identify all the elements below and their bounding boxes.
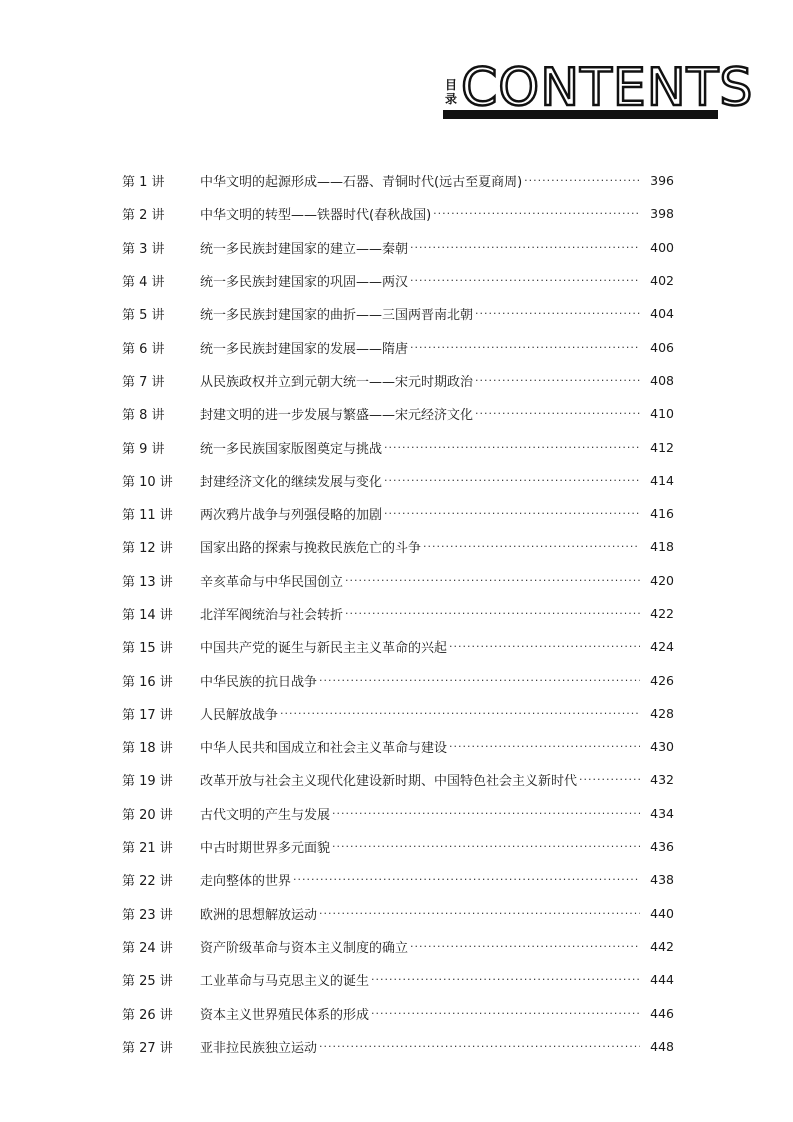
toc-dot-leader	[319, 674, 640, 687]
toc-title: 辛亥革命与中华民国创立	[200, 574, 344, 590]
toc-dot-leader	[475, 374, 640, 387]
toc-dot-leader	[293, 873, 640, 886]
toc-title: 封建文明的进一步发展与繁盛——宋元经济文化	[200, 408, 474, 424]
toc-dot-leader	[410, 241, 640, 254]
toc-entry[interactable]	[122, 963, 674, 996]
toc-lecture-number: 第 1 讲	[122, 175, 165, 191]
toc-page-number: 406	[650, 339, 674, 355]
toc-title: 改革开放与社会主义现代化建设新时期、中国特色社会主义新时代	[200, 774, 578, 790]
toc-entry[interactable]	[122, 264, 674, 297]
toc-lecture-number: 第 5 讲	[122, 308, 165, 324]
toc-dot-leader	[410, 940, 640, 953]
toc-lecture-number: 第 16 讲	[122, 674, 173, 690]
toc-lecture-number: 第 15 讲	[122, 641, 173, 657]
toc-lecture-number: 第 23 讲	[122, 907, 173, 923]
toc-entry[interactable]	[122, 530, 674, 563]
toc-lecture-number: 第 20 讲	[122, 807, 173, 823]
toc-page-number: 400	[650, 239, 674, 255]
toc-lecture-number: 第 8 讲	[122, 408, 165, 424]
toc-lecture-number: 第 2 讲	[122, 208, 165, 224]
toc-page-number: 442	[650, 938, 674, 954]
toc-entry[interactable]	[122, 830, 674, 863]
toc-title: 资本主义世界殖民体系的形成	[200, 1007, 370, 1023]
toc-page-number: 432	[650, 772, 674, 788]
toc-lecture-number: 第 12 讲	[122, 541, 173, 557]
toc-page-number: 422	[650, 606, 674, 621]
toc-page-number: 412	[650, 439, 674, 455]
toc-dot-leader	[410, 274, 640, 287]
toc-title: 走向整体的世界	[200, 874, 292, 890]
logo-contents-word: CONTENTS	[461, 58, 754, 118]
toc-title: 欧洲的思想解放运动	[200, 907, 318, 923]
table-of-contents	[122, 164, 674, 1063]
toc-entry[interactable]	[122, 930, 674, 963]
toc-dot-leader	[345, 607, 640, 620]
toc-entry[interactable]	[122, 797, 674, 830]
toc-page-number: 430	[650, 739, 674, 755]
logo-cn-char: 录	[444, 92, 457, 106]
toc-page-number: 408	[650, 372, 674, 388]
toc-page-number: 426	[650, 672, 674, 688]
toc-title: 中国共产党的诞生与新民主主义革命的兴起	[200, 641, 448, 657]
toc-entry[interactable]	[122, 430, 674, 463]
toc-lecture-number: 第 26 讲	[122, 1007, 173, 1023]
toc-entry[interactable]	[122, 330, 674, 363]
toc-page-number: 448	[650, 1038, 674, 1054]
toc-lecture-number: 第 3 讲	[122, 241, 165, 257]
toc-lecture-number: 第 19 讲	[122, 774, 173, 790]
toc-dot-leader	[280, 707, 640, 720]
toc-entry[interactable]	[122, 197, 674, 230]
toc-lecture-number: 第 25 讲	[122, 974, 173, 990]
toc-entry[interactable]	[122, 364, 674, 397]
toc-entry[interactable]	[122, 464, 674, 497]
toc-title: 统一多民族封建国家的发展——隋唐	[200, 341, 409, 357]
toc-page-number: 418	[650, 539, 674, 555]
toc-lecture-number: 第 14 讲	[122, 608, 173, 623]
toc-lecture-number: 第 11 讲	[122, 508, 173, 524]
toc-page-number: 416	[650, 506, 674, 522]
toc-title: 统一多民族封建国家的巩固——两汉	[200, 275, 409, 291]
toc-dot-leader	[410, 341, 640, 354]
toc-dot-leader	[371, 973, 640, 986]
toc-dot-leader	[332, 807, 640, 820]
toc-dot-leader	[319, 907, 640, 920]
logo-cn-label	[443, 78, 459, 106]
toc-dot-leader	[423, 540, 640, 553]
toc-entry[interactable]	[122, 597, 674, 630]
toc-title: 亚非拉民族独立运动	[200, 1040, 318, 1056]
toc-lecture-number: 第 13 讲	[122, 574, 173, 590]
toc-lecture-number: 第 10 讲	[122, 474, 173, 490]
toc-lecture-number: 第 17 讲	[122, 707, 173, 723]
toc-entry[interactable]	[122, 630, 674, 663]
toc-entry[interactable]	[122, 663, 674, 696]
toc-lecture-number: 第 7 讲	[122, 374, 165, 390]
toc-dot-leader	[449, 740, 640, 753]
contents-logo	[443, 58, 754, 120]
toc-page-number: 444	[650, 972, 674, 988]
toc-page-number: 434	[650, 805, 674, 821]
toc-page-number: 438	[650, 872, 674, 888]
toc-title: 两次鸦片战争与列强侵略的加剧	[200, 508, 383, 524]
toc-title: 中华文明的起源形成——石器、青铜时代(远古至夏商周)	[200, 175, 523, 191]
logo-cn-char: 目	[444, 78, 457, 92]
toc-dot-leader	[384, 474, 640, 487]
toc-dot-leader	[524, 174, 640, 187]
toc-lecture-number: 第 4 讲	[122, 275, 165, 291]
toc-dot-leader	[384, 507, 640, 520]
toc-title: 统一多民族封建国家的曲折——三国两晋南北朝	[200, 308, 474, 324]
toc-title: 中古时期世界多元面貌	[200, 841, 331, 857]
toc-dot-leader	[449, 640, 640, 653]
toc-entry[interactable]	[122, 231, 674, 264]
toc-entry[interactable]	[122, 996, 674, 1029]
toc-page-number: 396	[650, 173, 674, 189]
toc-dot-leader	[345, 574, 640, 587]
toc-title: 封建经济文化的继续发展与变化	[200, 474, 383, 490]
toc-page-number: 410	[650, 406, 674, 422]
toc-lecture-number: 第 9 讲	[122, 441, 165, 457]
toc-page-number: 428	[650, 705, 674, 721]
toc-page-number: 446	[650, 1005, 674, 1021]
toc-lecture-number: 第 24 讲	[122, 940, 173, 956]
toc-lecture-number: 第 18 讲	[122, 741, 173, 757]
toc-page-number: 424	[650, 639, 674, 655]
toc-title: 资产阶级革命与资本主义制度的确立	[200, 940, 409, 956]
toc-title: 人民解放战争	[200, 707, 279, 723]
toc-page-number: 414	[650, 472, 674, 488]
toc-entry[interactable]	[122, 297, 674, 330]
toc-title: 古代文明的产生与发展	[200, 807, 331, 823]
toc-page-number: 404	[650, 306, 674, 322]
toc-dot-leader	[332, 840, 640, 853]
toc-title: 中华民族的抗日战争	[200, 674, 318, 690]
toc-title: 中华人民共和国成立和社会主义革命与建设	[200, 741, 448, 757]
toc-title: 统一多民族封建国家的建立——秦朝	[200, 241, 409, 257]
toc-dot-leader	[319, 1040, 640, 1053]
toc-title: 中华文明的转型——铁器时代(春秋战国)	[200, 208, 432, 224]
toc-page-number: 402	[650, 273, 674, 289]
toc-entry[interactable]	[122, 730, 674, 763]
toc-dot-leader	[384, 441, 640, 454]
toc-lecture-number: 第 6 讲	[122, 341, 165, 357]
toc-page-number: 436	[650, 839, 674, 855]
toc-page-number: 420	[650, 572, 674, 588]
toc-lecture-number: 第 21 讲	[122, 841, 173, 857]
toc-entry[interactable]	[122, 897, 674, 930]
toc-entry[interactable]	[122, 697, 674, 730]
toc-title: 国家出路的探索与挽救民族危亡的斗争	[200, 541, 422, 557]
toc-entry[interactable]	[122, 1030, 674, 1063]
toc-page-number: 440	[650, 905, 674, 921]
toc-title: 统一多民族国家版图奠定与挑战	[200, 441, 383, 457]
toc-dot-leader	[579, 773, 640, 786]
toc-dot-leader	[433, 207, 640, 220]
toc-entry[interactable]	[122, 497, 674, 530]
toc-title: 北洋军阀统治与社会转折	[200, 608, 344, 623]
toc-entry[interactable]	[122, 863, 674, 896]
toc-dot-leader	[475, 307, 640, 320]
toc-entry[interactable]	[122, 763, 674, 796]
toc-dot-leader	[475, 407, 640, 420]
toc-lecture-number: 第 27 讲	[122, 1040, 173, 1056]
toc-dot-leader	[371, 1007, 640, 1020]
toc-entry[interactable]	[122, 164, 674, 197]
toc-entry[interactable]	[122, 564, 674, 597]
toc-lecture-number: 第 22 讲	[122, 874, 173, 890]
toc-entry[interactable]	[122, 397, 674, 430]
toc-title: 从民族政权并立到元朝大统一——宋元时期政治	[200, 374, 474, 390]
toc-title: 工业革命与马克思主义的诞生	[200, 974, 370, 990]
toc-page-number: 398	[650, 206, 674, 222]
